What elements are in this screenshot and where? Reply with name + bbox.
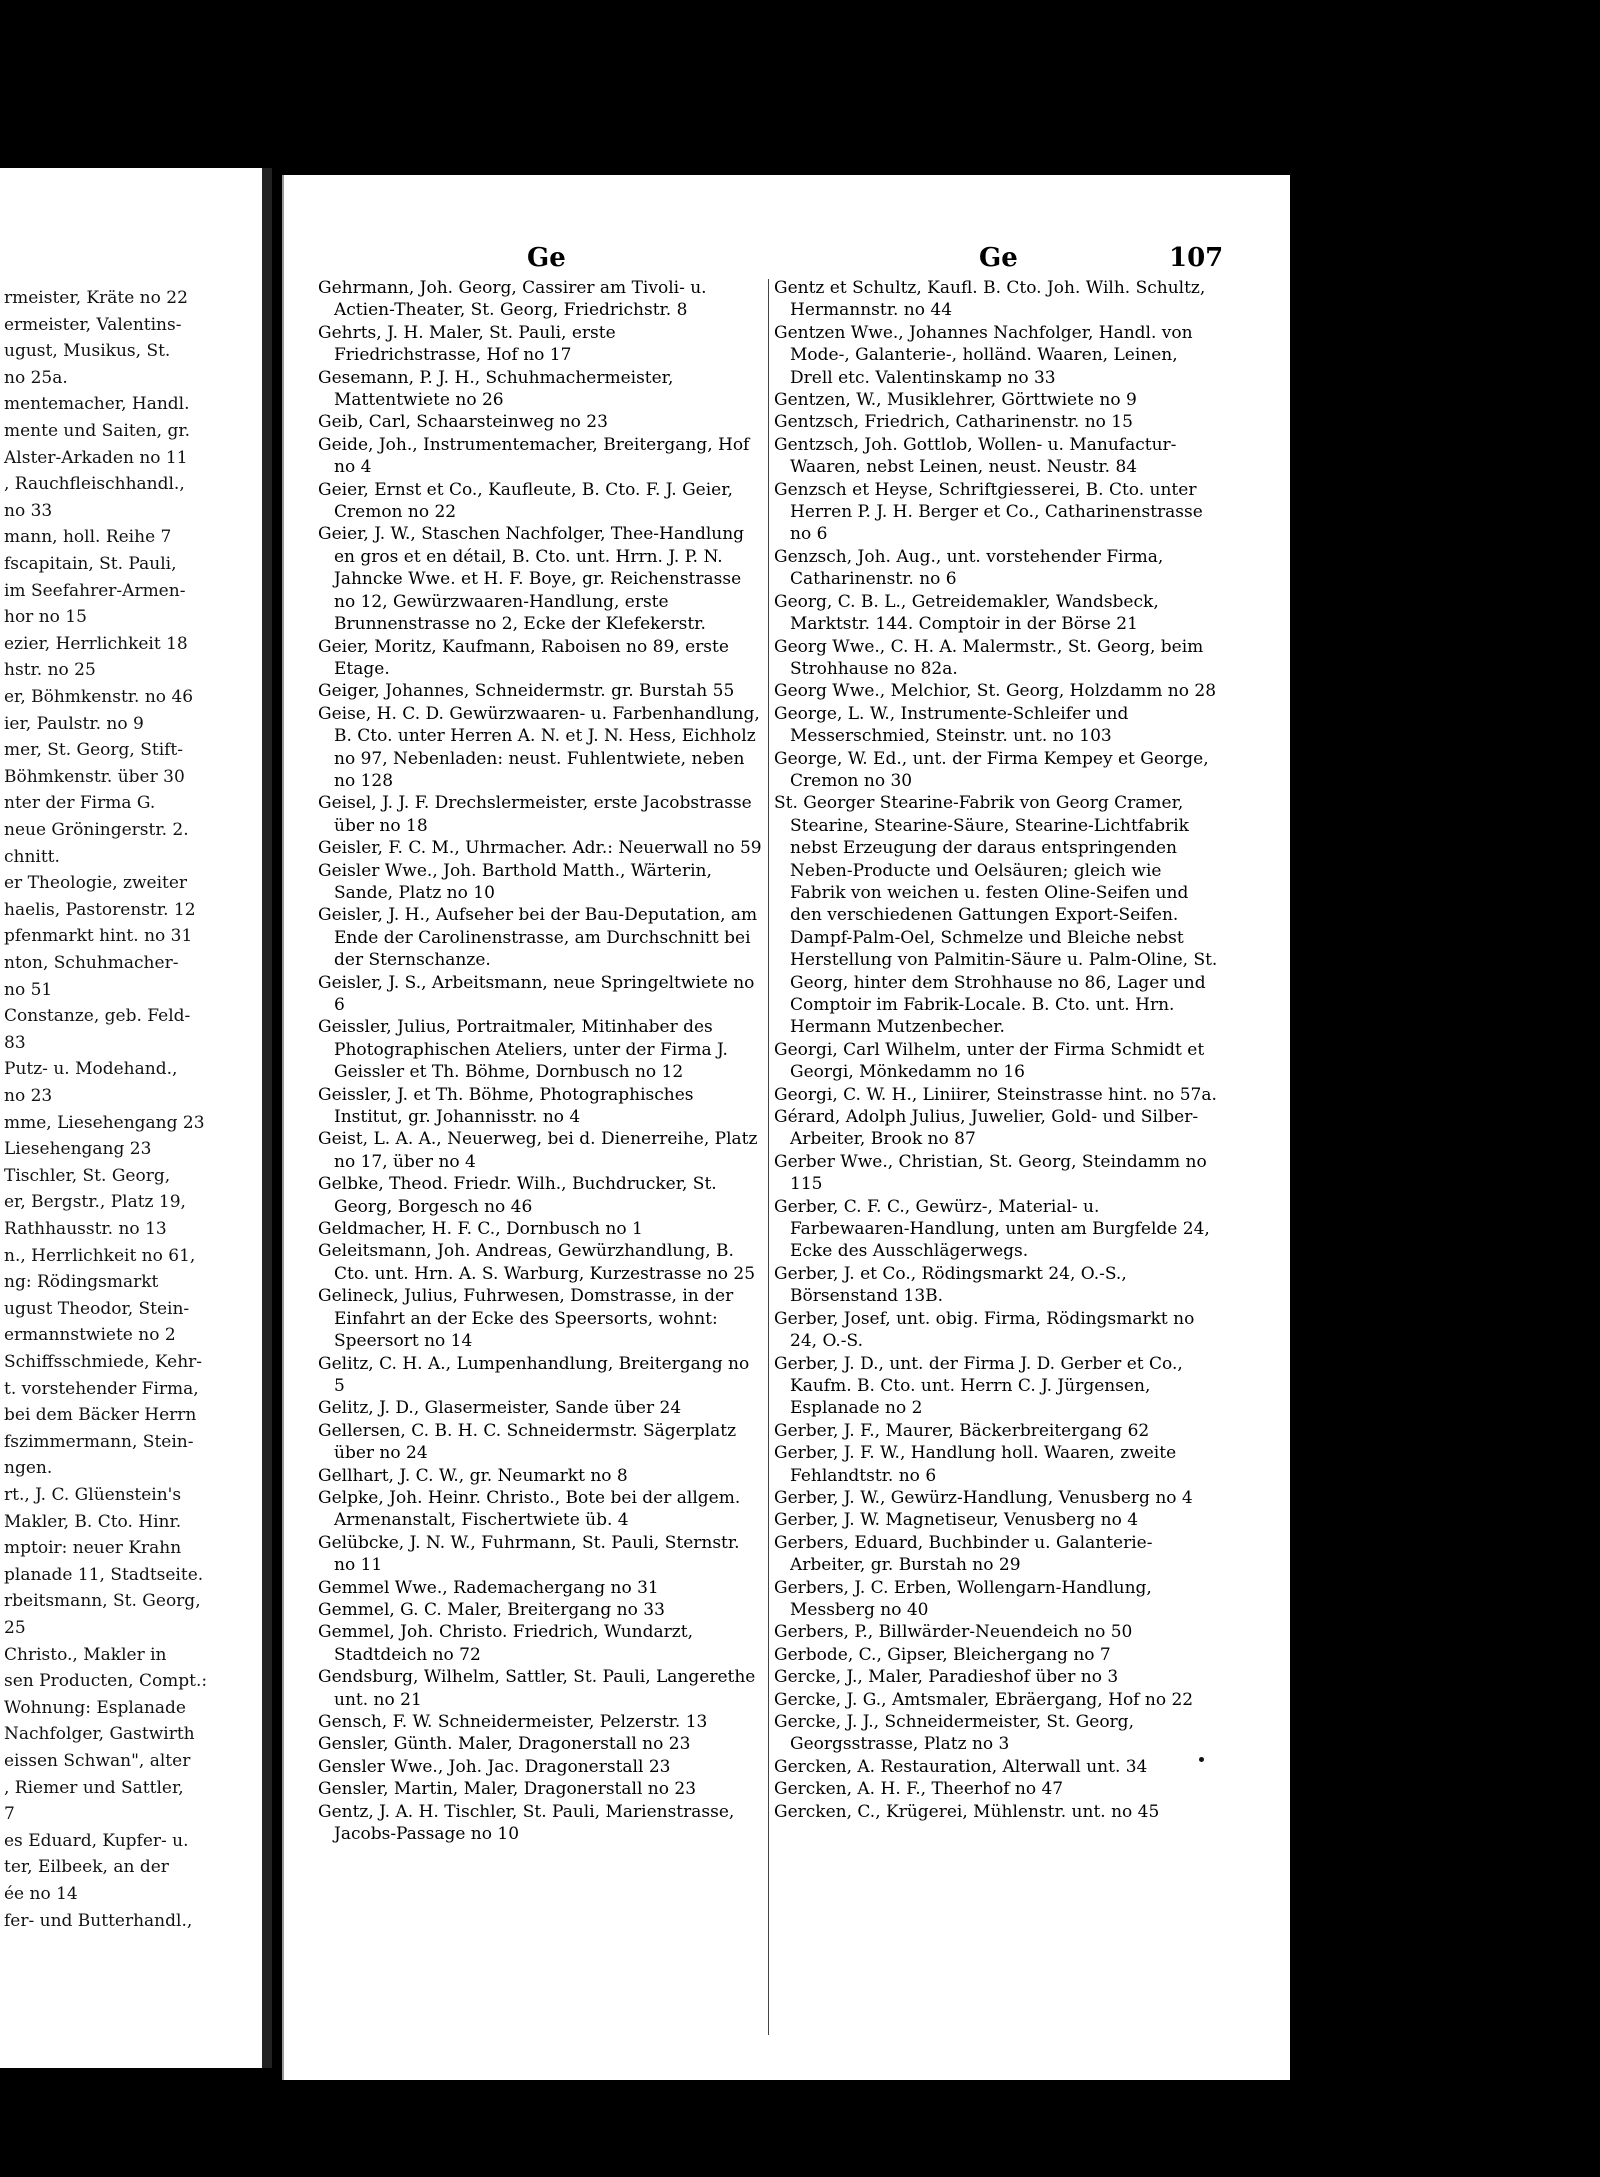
left-page-line: es Eduard, Kupfer- u. xyxy=(4,1830,189,1851)
left-page-line: n., Herrlichkeit no 61, xyxy=(4,1245,196,1266)
left-page-line: Putz- u. Modehand., xyxy=(4,1059,178,1080)
directory-entry: Gelineck, Julius, Fuhrwesen, Domstrasse, in der Einfahrt an der Ecke des Speersorts, wohnt: Speersort no 14 xyxy=(318,1286,734,1352)
directory-entry: Gercke, J. G., Amtsmaler, Ebräergang, Hof no 22 xyxy=(774,1689,1194,1710)
directory-entry: Geisler, F. C. M., Uhrmacher. Adr.: Neuerwall no 59 xyxy=(318,838,762,859)
directory-entry: Gerber, J. et Co., Rödingsmarkt 24, O.-S., Börsenstand 13B. xyxy=(774,1263,1127,1307)
left-page-line: nton, Schuhmacher- xyxy=(4,953,179,973)
left-page-line: Makler, B. Cto. Hinr. xyxy=(4,1511,182,1532)
directory-entry: Geiger, Johannes, Schneidermstr. gr. Burstah 55 xyxy=(318,681,735,702)
directory-entry: Geib, Carl, Schaarsteinweg no 23 xyxy=(318,412,608,433)
left-page-line: mer, St. Georg, Stift- xyxy=(4,740,184,761)
left-page-line: 25 xyxy=(4,1618,26,1638)
directory-entry: Georg, C. B. L., Getreidemakler, Wandsbeck, Marktstr. 144. Comptoir in der Börse 21 xyxy=(774,591,1159,635)
left-page-line: rbeitsmann, St. Georg, xyxy=(4,1591,201,1612)
directory-entry: Gerbers, J. C. Erben, Wollengarn-Handlung, Messberg no 40 xyxy=(774,1577,1152,1620)
left-page-line: bei dem Bäcker Herrn xyxy=(4,1405,197,1426)
left-page-line: chnitt. xyxy=(4,846,60,867)
directory-entry: Gerbers, P., Billwärder-Neuendeich no 50 xyxy=(774,1622,1133,1643)
directory-entry: Gensch, F. W. Schneidermeister, Pelzerstr. 13 xyxy=(318,1712,708,1732)
left-page-line: sen Producten, Compt.: xyxy=(4,1671,208,1692)
left-page-line: mann, holl. Reihe 7 xyxy=(4,527,172,548)
left-page-line: Schiffsschmiede, Kehr- xyxy=(4,1352,203,1372)
directory-entry: Gercken, A. H. F., Theerhof no 47 xyxy=(774,1779,1064,1800)
directory-entry: Geissler, Julius, Portraitmaler, Mitinhaber des Photographischen Ateliers, unter der Firma J. Geissler et Th. Böhme, Dornbusch no 12 xyxy=(318,1017,728,1083)
directory-entry: Gensler Wwe., Joh. Jac. Dragonerstall 23 xyxy=(318,1756,671,1777)
left-page-line: , Rauchfleischhandl., xyxy=(4,474,185,495)
left-page-line: fscapitain, St. Pauli, xyxy=(4,554,177,574)
directory-entry: Gentz, J. A. H. Tischler, St. Pauli, Marienstrasse, Jacobs-Passage no 10 xyxy=(318,1801,735,1845)
left-page-line: mente und Saiten, gr. xyxy=(4,421,191,441)
left-page-line: Böhmkenstr. über 30 xyxy=(4,766,185,787)
directory-entry: Gensler, Martin, Maler, Dragonerstall no 23 xyxy=(318,1779,697,1800)
left-page-line: no 25a. xyxy=(4,367,68,388)
left-page-line: ée no 14 xyxy=(4,1884,78,1904)
left-page-line: Constanze, geb. Feld- xyxy=(4,1006,191,1027)
directory-entry: Geier, J. W., Staschen Nachfolger, Thee-Handlung en gros et en détail, B. Cto. unt. Hrrn. J. P. N. Jahncke Wwe. et H. F. Boye, gr. Reichenstrasse no 12, Gewürzwaaren-Handlung, erste Brunnenstrasse no 2, Ecke der Klefekerstr. xyxy=(318,524,745,635)
directory-column-left xyxy=(318,277,764,1845)
directory-entry: George, L. W., Instrumente-Schleifer und Messerschmied, Steinstr. unt. no 103 xyxy=(774,703,1129,747)
directory-entry: Geldmacher, H. F. C., Dornbusch no 1 xyxy=(318,1219,643,1240)
directory-entry: Gesemann, P. J. H., Schuhmachermeister, Mattentwiete no 26 xyxy=(318,367,674,411)
left-page-line: eissen Schwan", alter xyxy=(4,1751,191,1771)
left-page-line: ermeister, Valentins- xyxy=(4,314,182,335)
directory-entry: Gerber, J. W., Gewürz-Handlung, Venusberg no 4 xyxy=(774,1487,1193,1508)
directory-entry: Geist, L. A. A., Neuerweg, bei d. Dienerreihe, Platz no 17, über no 4 xyxy=(318,1129,758,1172)
left-page-line: Alster-Arkaden no 11 xyxy=(4,447,188,468)
left-page-line: ermannstwiete no 2 xyxy=(4,1325,176,1346)
left-page-line: neue Gröningerstr. 2. xyxy=(4,820,189,840)
left-page-line: ter, Eilbeek, an der xyxy=(4,1857,169,1878)
directory-entry: St. Georger Stearine-Fabrik von Georg Cramer, Stearine, Stearine-Säure, Stearine-Lichtfabrik nebst Erzeugung der daraus entspringenden Neben-Producte und Oelsäuren; gleich wie Fabrik von weichen u. festen Oline-Seifen und den verschiedenen Gattungen Export-Seifen. Dampf-Palm-Oel, Schmelze und Bleiche nebst Herstellung von Palmitin-Säure u. Palm-Oline, St. Georg, hinter dem Strohhause no 86, Lager und Comptoir im Fabrik-Locale. B. Cto. unt. Hrn. Hermann Mutzenbecher. xyxy=(774,793,1218,1038)
left-page-line: ng: Rödingsmarkt xyxy=(4,1272,159,1293)
left-page-line: Tischler, St. Georg, xyxy=(4,1165,171,1186)
left-page-line: ier, Paulstr. no 9 xyxy=(4,713,144,734)
left-page-line: er, Bergstr., Platz 19, xyxy=(4,1192,186,1213)
directory-entry: Gerbers, Eduard, Buchbinder u. Galanterie-Arbeiter, gr. Burstah no 29 xyxy=(774,1532,1153,1576)
directory-entry: Gercken, A. Restauration, Alterwall unt. 34 xyxy=(774,1756,1148,1777)
directory-entry: Geier, Ernst et Co., Kaufleute, B. Cto. F. J. Geier, Cremon no 22 xyxy=(318,479,733,523)
running-heading-left: Ge xyxy=(527,243,566,273)
directory-entry: Gerber, J. F. W., Handlung holl. Waaren, zweite Fehlandtstr. no 6 xyxy=(774,1443,1177,1486)
left-page-line: fszimmermann, Stein- xyxy=(4,1431,194,1452)
directory-entry: Gerber, J. F., Maurer, Bäckerbreitergang 62 xyxy=(774,1420,1150,1441)
directory-entry: Geisler Wwe., Joh. Barthold Matth., Wärterin, Sande, Platz no 10 xyxy=(318,860,712,903)
directory-entry: Georgi, Carl Wilhelm, unter der Firma Schmidt et Georgi, Mönkedamm no 16 xyxy=(774,1039,1205,1083)
ink-speck xyxy=(1199,1757,1204,1762)
left-page-line: ugust, Musikus, St. xyxy=(4,341,171,362)
directory-entry: Genzsch et Heyse, Schriftgiesserei, B. Cto. unter Herren P. J. H. Berger et Co., Catharinenstrasse no 6 xyxy=(774,479,1203,545)
left-page-line: 7 xyxy=(4,1804,15,1825)
directory-entry: Gelpke, Joh. Heinr. Christo., Bote bei der allgem. Armenanstalt, Fischertwiete üb. 4 xyxy=(318,1487,741,1531)
directory-entry: Gercke, J., Maler, Paradieshof über no 3 xyxy=(774,1667,1119,1688)
directory-entry: Geisler, J. S., Arbeitsmann, neue Springeltwiete no 6 xyxy=(318,972,755,1015)
directory-entry: Gelbke, Theod. Friedr. Wilh., Buchdrucker, St. Georg, Borgesch no 46 xyxy=(318,1174,717,1217)
directory-entry: Georg Wwe., Melchior, St. Georg, Holzdamm no 28 xyxy=(774,681,1217,702)
left-page-line: Liesehengang 23 xyxy=(4,1139,152,1160)
directory-column-right xyxy=(774,277,1222,1823)
directory-entry: Geide, Joh., Instrumentemacher, Breitergang, Hof no 4 xyxy=(318,434,750,478)
directory-entry: Gerber Wwe., Christian, St. Georg, Steindamm no 115 xyxy=(774,1151,1207,1195)
left-page-line: t. vorstehender Firma, xyxy=(4,1378,199,1399)
left-page-line: nter der Firma G. xyxy=(4,793,156,814)
left-page-line: ezier, Herrlichkeit 18 xyxy=(4,633,188,654)
page-edge xyxy=(282,175,284,2080)
left-page-line: Wohnung: Esplanade xyxy=(4,1697,186,1718)
directory-entry: Gerber, C. F. C., Gewürz-, Material- u. Farbewaaren-Handlung, unten am Burgfelde 24, Ecke des Ausschlägerwegs. xyxy=(774,1196,1210,1262)
directory-entry: Gehrmann, Joh. Georg, Cassirer am Tivoli- u. Actien-Theater, St. Georg, Friedrichstr. 8 xyxy=(318,278,707,321)
running-heading-right: Ge xyxy=(979,243,1018,273)
directory-entry: Genzsch, Joh. Aug., unt. vorstehender Firma, Catharinenstr. no 6 xyxy=(774,546,1164,590)
page-number: 107 xyxy=(1169,243,1224,273)
left-page-line: ugust Theodor, Stein- xyxy=(4,1298,190,1319)
directory-entry: Gerber, Josef, unt. obig. Firma, Rödingsmarkt no 24, O.-S. xyxy=(774,1308,1195,1352)
left-page-line: ngen. xyxy=(4,1458,53,1479)
left-page-line: er Theologie, zweiter xyxy=(4,873,188,894)
right-page xyxy=(282,175,1290,2080)
directory-entry: Gerber, J. D., unt. der Firma J. D. Gerber et Co., Kaufm. B. Cto. unt. Herrn C. J. Jürgensen, Esplanade no 2 xyxy=(774,1353,1183,1419)
directory-entry: Geisel, J. J. F. Drechslermeister, erste Jacobstrasse über no 18 xyxy=(318,793,752,836)
left-page-line: 83 xyxy=(4,1032,26,1053)
left-page-line: im Seefahrer-Armen- xyxy=(4,580,186,601)
left-page-line: no 33 xyxy=(4,500,53,521)
directory-entry: Gellersen, C. B. H. C. Schneidermstr. Sägerplatz über no 24 xyxy=(318,1420,737,1464)
directory-entry: Geier, Moritz, Kaufmann, Raboisen no 89, erste Etage. xyxy=(318,636,729,679)
directory-entry: Geise, H. C. D. Gewürzwaaren- u. Farbenhandlung, B. Cto. unter Herren A. N. et J. N. Hess, Eichholz no 97, Nebenladen: neust. Fuhlentwiete, neben no 128 xyxy=(318,703,760,791)
directory-entry: Gentzsch, Friedrich, Catharinenstr. no 15 xyxy=(774,412,1133,433)
left-page-line: no 51 xyxy=(4,979,53,1000)
left-page-line: haelis, Pastorenstr. 12 xyxy=(4,899,196,920)
left-page-line: no 23 xyxy=(4,1086,53,1106)
left-page-line: pfenmarkt hint. no 31 xyxy=(4,926,193,947)
directory-entry: Geisler, J. H., Aufseher bei der Bau-Deputation, am Ende der Carolinenstrasse, am Durchschnitt bei der Sternschanze. xyxy=(318,905,758,971)
directory-entry: Gendsburg, Wilhelm, Sattler, St. Pauli, Langerethe unt. no 21 xyxy=(318,1667,756,1710)
directory-entry: Gehrts, J. H. Maler, St. Pauli, erste Friedrichstrasse, Hof no 17 xyxy=(318,322,616,366)
left-page-line: rmeister, Kräte no 22 xyxy=(4,288,188,308)
directory-entry: Gellhart, J. C. W., gr. Neumarkt no 8 xyxy=(318,1465,628,1486)
left-page-line: , Riemer und Sattler, xyxy=(4,1777,184,1798)
directory-entry: George, W. Ed., unt. der Firma Kempey et George, Cremon no 30 xyxy=(774,748,1209,791)
left-page-line: mptoir: neuer Krahn xyxy=(4,1538,182,1559)
column-divider xyxy=(768,279,769,2035)
left-page-line: rt., J. C. Glüenstein's xyxy=(4,1485,182,1505)
left-page-line: planade 11, Stadtseite. xyxy=(4,1564,204,1585)
book-spine xyxy=(262,168,272,2068)
directory-entry: Georg Wwe., C. H. A. Malermstr., St. Georg, beim Strohhause no 82a. xyxy=(774,636,1204,679)
directory-entry: Geleitsmann, Joh. Andreas, Gewürzhandlung, B. Cto. unt. Hrn. A. S. Warburg, Kurzestrasse no 25 xyxy=(318,1241,756,1284)
directory-entry: Gelitz, J. D., Glasermeister, Sande über 24 xyxy=(318,1398,682,1419)
left-page-line: er, Böhmkenstr. no 46 xyxy=(4,687,194,707)
left-page-line: Rathhausstr. no 13 xyxy=(4,1219,167,1239)
left-page-line: fer- und Butterhandl., xyxy=(4,1910,193,1931)
left-page-line: mentemacher, Handl. xyxy=(4,394,190,415)
directory-entry: Gelübcke, J. N. W., Fuhrmann, St. Pauli, Sternstr. no 11 xyxy=(318,1532,740,1576)
left-page-fragment xyxy=(0,168,265,2068)
directory-entry: Georgi, C. W. H., Liniirer, Steinstrasse hint. no 57a. xyxy=(774,1084,1217,1105)
directory-entry: Gercke, J. J., Schneidermeister, St. Georg, Georgsstrasse, Platz no 3 xyxy=(774,1712,1134,1755)
left-page-line: hstr. no 25 xyxy=(4,660,96,681)
directory-entry: Gemmel Wwe., Rademachergang no 31 xyxy=(318,1577,659,1598)
directory-entry: Geissler, J. et Th. Böhme, Photographisches Institut, gr. Johannisstr. no 4 xyxy=(318,1084,694,1128)
left-page-line: Christo., Makler in xyxy=(4,1644,167,1665)
directory-entry: Gentzen Wwe., Johannes Nachfolger, Handl. von Mode-, Galanterie-, holländ. Waaren, Leinen, Drell etc. Valentinskamp no 33 xyxy=(774,322,1193,388)
left-page-line: mme, Liesehengang 23 xyxy=(4,1112,205,1133)
left-page-line: Nachfolger, Gastwirth xyxy=(4,1724,195,1745)
directory-entry: Gentz et Schultz, Kaufl. B. Cto. Joh. Wilh. Schultz, Hermannstr. no 44 xyxy=(774,278,1206,321)
directory-entry: Gelitz, C. H. A., Lumpenhandlung, Breitergang no 5 xyxy=(318,1353,750,1396)
left-page-line: hor no 15 xyxy=(4,607,87,628)
directory-entry: Gerber, J. W. Magnetiseur, Venusberg no 4 xyxy=(774,1510,1139,1531)
directory-entry: Gentzen, W., Musiklehrer, Görttwiete no 9 xyxy=(774,390,1137,411)
directory-entry: Gensler, Günth. Maler, Dragonerstall no 23 xyxy=(318,1734,691,1755)
directory-entry: Gentzsch, Joh. Gottlob, Wollen- u. Manufactur-Waaren, nebst Leinen, neust. Neustr. 84 xyxy=(774,434,1177,478)
directory-entry: Gemmel, G. C. Maler, Breitergang no 33 xyxy=(318,1599,665,1620)
directory-entry: Gercken, C., Krügerei, Mühlenstr. unt. no 45 xyxy=(774,1801,1160,1822)
directory-entry: Gemmel, Joh. Christo. Friedrich, Wundarzt, Stadtdeich no 72 xyxy=(318,1622,693,1665)
directory-entry: Gerbode, C., Gipser, Bleichergang no 7 xyxy=(774,1644,1111,1665)
directory-entry: Gérard, Adolph Julius, Juwelier, Gold- und Silber-Arbeiter, Brook no 87 xyxy=(774,1107,1199,1150)
